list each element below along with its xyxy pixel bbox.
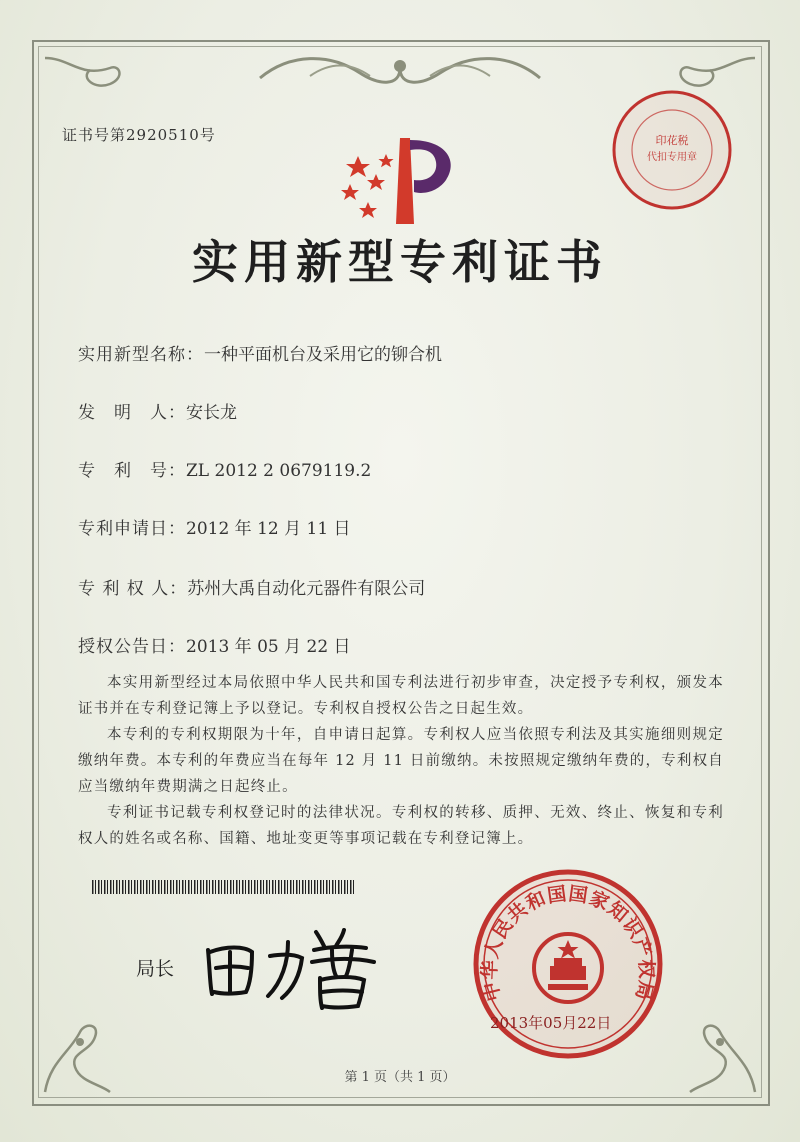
svg-text:印花税: 印花税 bbox=[655, 134, 689, 147]
field-value: ZL 2012 2 0679119.2 bbox=[186, 461, 372, 481]
field-patent-number bbox=[78, 456, 371, 481]
field-label: 发 明 人： bbox=[78, 403, 186, 423]
field-label: 专 利 权 人： bbox=[78, 579, 188, 599]
page-number: 第 1 页（共 1 页） bbox=[344, 1070, 456, 1085]
field-value: 2013 年 05 月 22 日 bbox=[186, 637, 351, 657]
field-inventor bbox=[78, 398, 237, 423]
director-signature bbox=[196, 912, 396, 1012]
certificate-number: 证书号第2920510号 bbox=[62, 126, 216, 144]
body-paragraph: 本实用新型经过本局依照中华人民共和国专利法进行初步审查，决定授予专利权，颁发本证书并在专利登记簿上予以登记。专利权自授权公告之日起生效。 bbox=[78, 675, 724, 717]
field-grant-date bbox=[78, 632, 351, 657]
body-paragraph: 专利证书记载专利权登记时的法律状况。专利权的转移、质押、无效、终止、恢复和专利权人的姓名或名称、国籍、地址变更等事项记载在专利登记簿上。 bbox=[78, 805, 724, 847]
body-paragraph: 本专利的专利权期限为十年，自申请日起算。专利权人应当依照专利法及其实施细则规定缴纳年费。本专利的年费应当在每年 12 月 11 日前缴纳。未按照规定缴纳年费的，专利权自应当缴纳年费期满之日起终止。 bbox=[78, 727, 724, 795]
svg-text:中华人民共和国国家知识产权局: 中华人民共和国国家知识产权局 bbox=[478, 882, 658, 1004]
field-label: 专利申请日： bbox=[78, 519, 186, 539]
field-utility-name bbox=[78, 340, 442, 365]
field-label: 授权公告日： bbox=[78, 637, 186, 657]
field-value: 一种平面机台及采用它的铆合机 bbox=[204, 345, 442, 365]
field-value: 安长龙 bbox=[186, 403, 237, 423]
field-value: 苏州大禹自动化元器件有限公司 bbox=[187, 579, 426, 599]
top-ornament bbox=[250, 48, 550, 96]
patent-office-emblem bbox=[328, 132, 478, 232]
field-label: 专 利 号： bbox=[78, 461, 186, 481]
field-value: 2012 年 12 月 11 日 bbox=[186, 519, 351, 539]
printing-seal bbox=[610, 88, 734, 212]
seal-date: 2013年05月22日 bbox=[490, 1014, 612, 1032]
field-patentee bbox=[78, 574, 425, 599]
director-label: 局长 bbox=[136, 958, 175, 980]
certificate-body bbox=[78, 670, 724, 852]
top-left-ornament bbox=[40, 48, 130, 108]
field-application-date bbox=[78, 514, 351, 539]
svg-text:代扣专用章: 代扣专用章 bbox=[647, 152, 697, 163]
barcode bbox=[92, 880, 354, 894]
certificate-title: 实用新型专利证书 bbox=[192, 235, 608, 289]
field-label: 实用新型名称： bbox=[78, 345, 204, 365]
